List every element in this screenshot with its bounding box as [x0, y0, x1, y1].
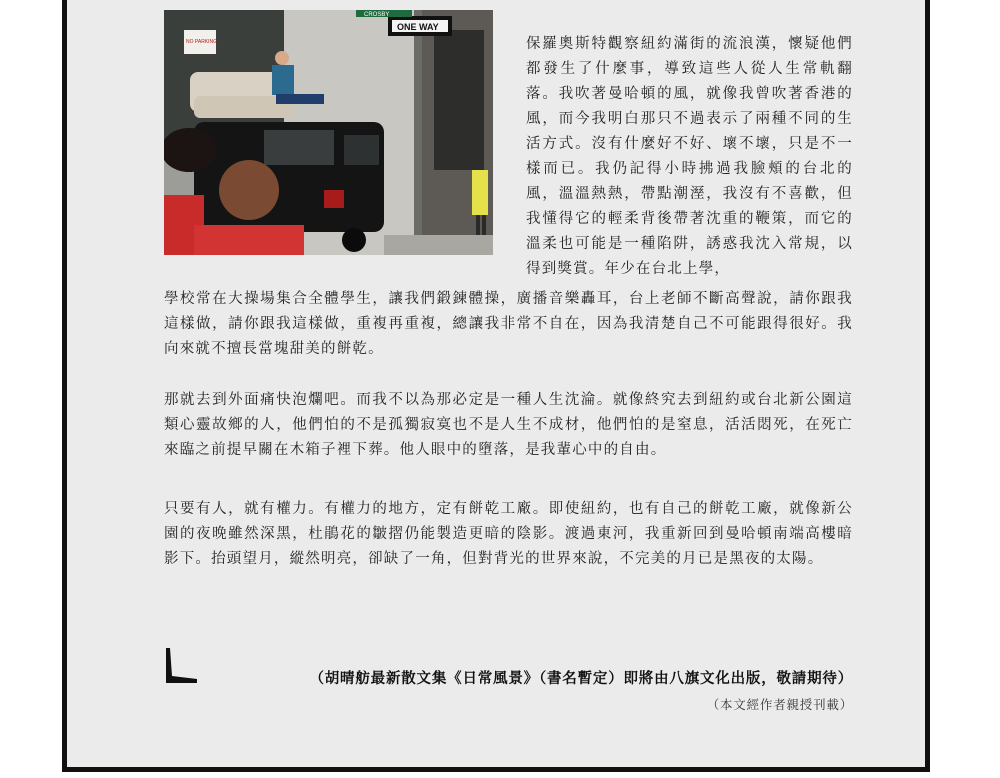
sign-street: CROSBY — [364, 12, 390, 18]
permission-note: （本文經作者親授刊載） — [706, 697, 853, 712]
article-paragraph-4: 只要有人，就有權力。有權力的地方，定有餅乾工廠。即使紐約，也有自己的餅乾工廠，就像新公園的夜晚雖然深黑，杜鵑花的皺摺仍能製造更暗的陰影。渡過東河，我重新回到曼哈頓南端高樓暗影下。抬頭望月，縱然明亮，卻缺了一角，但對背光的世界來說，不完美的月已是黑夜的太陽。 — [164, 501, 853, 567]
end-mark-icon — [164, 646, 198, 688]
article-paragraph-3: 那就去到外面痛快泡爛吧。而我不以為那必定是一種人生沈淪。就像終究去到紐約或台北新公園這類心靈故鄉的人，他們怕的不是孤獨寂寞也不是人生不成材，他們怕的是窒息，活活悶死，在死亡來臨之前提早關在木箱子裡下葬。他人眼中的墮落，是我輩心中的自由。 — [164, 392, 853, 458]
sign-one-way: ONE WAY — [397, 22, 439, 32]
sign-no-parking: NO PARKING — [186, 39, 218, 45]
article-paragraph-2: 學校常在大操場集合全體學生，讓我們鍛鍊體操，廣播音樂轟耳，台上老師不斷高聲說，請你跟我這樣做，請你跟我這樣做，重複再重複，總讓我非常不自在，因為我清楚自己不可能跟得很好。我向來就不擅長當塊甜美的餅乾。 — [164, 291, 853, 357]
article-paragraph-1: 保羅奧斯特觀察紐約滿街的流浪漢，懷疑他們都發生了什麼事，導致這些人從人生常軌翻落。我吹著曼哈頓的風，就像我曾吹著香港的風，而今我明白那只不過表示了兩種不同的生活方式。沒有什麼好不好、壞不壞，只是不一樣而已。我仍記得小時拂過我臉頰的台北的風，溫溫熱熱，帶點潮溼，我沒有不喜歡，但我懂得它的輕柔背後帶著沈重的鞭策，而它的溫柔也可能是一種陷阱，誘惑我沈入常規，以得到獎賞。年少在台北上學， — [526, 36, 853, 277]
book-credit: （胡晴舫最新散文集《日常風景》（書名暫定）即將由八旗文化出版，敬請期待） — [309, 671, 853, 687]
street-photo — [164, 10, 493, 255]
